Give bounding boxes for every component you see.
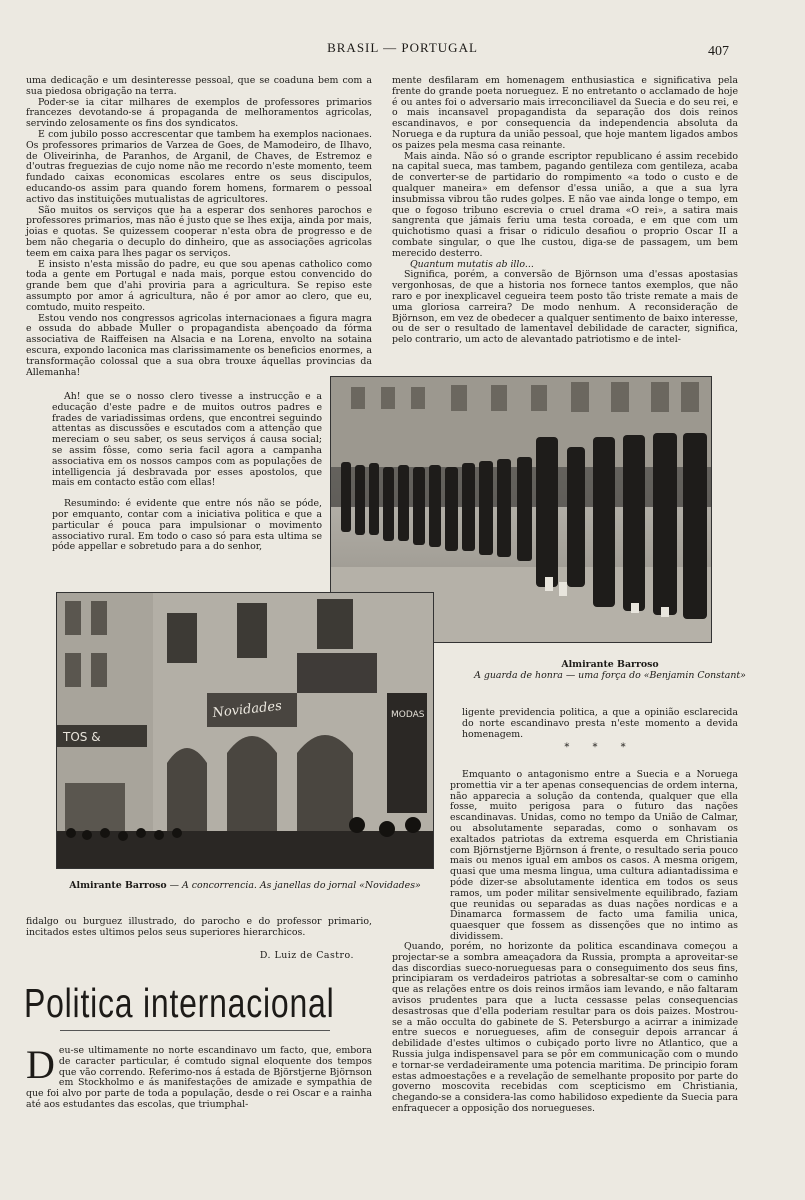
right-column-lower bbox=[450, 770, 738, 943]
right-column-mid bbox=[462, 708, 738, 740]
paragraph: Significa, porém, a conversão de Björnson uma d'essas apostasias vergonhosas, de que a historia nos fornece tantos exemplos, que não raro e por inexplicavel cegueira teem posto tão triste remate a mais de uma gloriosa carreira? De modo nenhum. A reconsideração de Björnson, em vez de obedecer a qualquer sentimento de baixo interesse, ou de ser o resultado de lamentavel debilidade de caracter, significa, pelo contrario, um acto de alevantado patriotismo e de intel- bbox=[392, 269, 738, 346]
paragraph: E insisto n'esta missão do padre, eu que sou apenas catholico como toda a gente em Portugal e nada mais, porque estou convencido do grande bem que d'ahi proviria para a agricultura. Se repiso este assumpto por amor á agricultura, não é por amor ao clero, que eu, comtudo, muito respeito. bbox=[26, 258, 372, 313]
paragraph: mente desfilaram em homenagem enthusiastica e significativa pela frente do grande poeta norueguez. E no entretanto o acclamado de hoje é ou antes foi o adversario mais irreconciliavel da Suecia e do seu rei, e o mais incansavel propagandista da separação dos dois reinos escandinavos, e por consequencia da independencia absoluta da Noruega e da ruptura da união pessoal, que hoje mantem ligados ambos os paizes pela mesma casa reinante. bbox=[392, 75, 738, 151]
paragraph: Estou vendo nos congressos agricolas internacionaes a figura magra e ossuda do abbade Muller o propagandista abençoado da fórma associativa de Raiffeisen na Alsacia e na Lorena, envolto na sotaina escura, expondo laconica mas clarissimamente os beneficios enormes, a transformação colossal que a sua obra trouxe áquellas provincias da Allemanha! bbox=[26, 312, 372, 378]
sign-left-text: TOS & bbox=[63, 730, 101, 744]
paragraph: uma dedicação e um desinteresse pessoal, que se coaduna bem com a sua piedosa obrigação na terra. bbox=[26, 75, 372, 97]
sign-modas-text: MODAS bbox=[391, 710, 425, 720]
section-separator: * * * bbox=[564, 742, 636, 753]
drop-cap: D bbox=[26, 1042, 55, 1087]
paragraph: Emquanto o antagonismo entre a Suecia e a Noruega promettia vir a ter apenas consequencias de ordem interna, não apparecia a solução da contenda, qualquer que ella fosse, muito perigosa para o futuro das nações escandinavas. Unidas, como no tempo da União de Calmar, ou absolutamente separadas, como o sonhavam os exaltados patriotas da extrema esquerda em Christiania com Björnstjerne Björnson á frente, o resultado seria pouco mais ou menos igual em ambos os casos. A mesma origem, quasi que uma mesma lingua, uma cultura adiantadissima e póde dizer-se absolutamente identica em todos os seus ramos, um poder militar sensivelmente equilibrado, faziam que reunidas ou separadas as duas nações nordicas e a Dinamarca formassem de facto uma familia unica, quaesquer que fossem as dissenções que no intimo as dividissem. bbox=[450, 769, 738, 942]
caption-guard-of-honour bbox=[440, 659, 780, 681]
right-column-top bbox=[392, 76, 738, 346]
right-column-bottom bbox=[392, 942, 738, 1115]
left-column-narrow bbox=[52, 392, 322, 553]
caption-text: A concorrencia. As janellas do jornal «Novidades» bbox=[181, 880, 421, 891]
paragraph: Mais ainda. Não só o grande escriptor republicano é assim recebido na capital sueca, mas tambem, pagando gentileza com gentileza, acaba de converter-se de partidario do rompimento «a todo o custo e de qualquer maneira» em defensor d'essa união, a que a sua lyra insubmissa vibrou tão rudes golpes. E não vae ainda longe o tempo, em que o fogoso tribuno escrevia o cruel drama «O rei», a satira mais sangrenta que jámais feriu uma testa coroada, e em que com um quichotismo quasi a frisar o ridiculo desafiou o proprio Oscar II a combate singular, o que lhe custou, diga-se de passagem, um bem merecido desterro. bbox=[392, 150, 738, 259]
caption-title: Almirante Barroso bbox=[69, 880, 167, 891]
paragraph: Poder-se ia citar milhares de exemplos de professores primarios francezes devotando-se á propaganda de melhoramentos agricolas, servindo zelosamente os fins dos syndicatos. bbox=[26, 96, 372, 130]
paragraph: E com jubilo posso accrescentar que tambem ha exemplos nacionaes. Os professores primarios de Varzea de Goes, de Mamodeiro, de Ilhavo, de Oliveirinha, de Paranhos, de Arganil, de Chaves, de Estremoz e d'outras freguezias de cujo nome não me recordo n'este momento, teem fundado caixas economicas escolares entre os seus discipulos, educando-os assim para quando forem homens, formarem o pessoal activo das instituições mutualistas de agricultores. bbox=[26, 128, 372, 205]
intro-text: eu-se ultimamente no norte escandinavo um facto, que, embora de caracter particular, é comtudo signal eloquente dos tempos que vão correndo. Referimo-nos á estada de Björstjerne Björnson em Stockholmo e ás manifestações de amizade e sympathia de que foi alvo por parte de toda a população, desde o rei Oscar e a rainha até aos estudantes das escolas, que triumphal- bbox=[26, 1045, 372, 1110]
caption-novidades: Almirante Barroso — A concorrencia. As janellas do jornal «Novidades» bbox=[69, 880, 421, 891]
paragraph: Quando, porém, no horizonte da politica escandinava começou a projectar-se a sombra ameaçadora da Russia, prompta a aproveitar-se das discordias sueco-norueguesas para o conseguimento dos seus fins, principiaram os verdadeiros patriotas a sobresaltar-se com o caminho que as relações entre os dois reinos irmãos iam levando, e não faltaram avisos prudentes para que a lucta cessasse pelas consequencias desastrosas que d'ella poderiam resultar para os dois paizes. Mostrou-se a mão occulta do gabinete de S. Petersburgo a acirrar a inimizade entre suecos e noruegueses, afim de conseguir depois arrancar á debilidade d'estes ultimos o cubiçado porto livre no Atlantico, que a Russia julga indispensavel para se pôr em communicação com o mundo e tornar-se verdadeiramente uma potencia maritima. De principio foram estas admoestações e a revelação de semelhante proposito por parte do governo moscovita recebidas com scepticismo em Christiania, chegando-se a considera-las como habilidoso expediente da Suecia para enfraquecer a opposição dos noruegueses. bbox=[392, 941, 738, 1114]
section-title: Politica internacional bbox=[24, 980, 335, 1026]
page-number: 407 bbox=[708, 44, 729, 59]
paragraph: fidalgo ou burguez illustrado, do parocho e do professor primario, incitados estes ultimos pelos seus superiores hierarchicos. bbox=[26, 916, 372, 938]
sign-novidades-text: Novidades bbox=[211, 698, 283, 721]
paragraph-latin-quote: Quantum mutatis ab illo... bbox=[410, 258, 534, 270]
running-header: BRASIL — PORTUGAL bbox=[327, 40, 478, 55]
paragraph: Resumindo: é evidente que entre nós não se póde, por emquanto, contar com a iniciativa politica e que a particular é pouca para impulsionar o movimento associativo rural. Em todo o caso só para esta ultima se póde appellar e sobretudo para a do senhor, bbox=[52, 498, 322, 553]
left-column-bottom bbox=[26, 917, 372, 961]
paragraph: ligente previdencia politica, a que a opinião esclarecida do norte escandinavo presta n'este momento a devida homenagem. bbox=[462, 707, 738, 740]
author-signature: D. Luiz de Castro. bbox=[259, 949, 354, 961]
intro-paragraph bbox=[26, 1042, 372, 1111]
title-rule bbox=[60, 1030, 330, 1031]
photo-novidades-windows bbox=[56, 592, 434, 869]
photo-novidades-illustration bbox=[57, 593, 433, 868]
caption-text: A guarda de honra — uma força do «Benjamin Constant» bbox=[474, 670, 746, 681]
caption-title: Almirante Barroso bbox=[561, 659, 659, 670]
left-column-top bbox=[26, 76, 372, 378]
paragraph: Ah! que se o nosso clero tivesse a instrucção e a educação d'este padre e de muitos outros padres e frades de variadissimas ordens, que encontrei seguindo attentas as discussões e escutados com a attenção que mereciam o seu saber, os seus serviços á causa social; se assim fôsse, como seria facil agora a campanha associativa em os nossos campos com as populações de intelligencia já desbravada por esses apostolos, que mais em contacto estão com ellas! bbox=[52, 391, 322, 489]
section-intro bbox=[26, 1042, 372, 1111]
paragraph: São muitos os serviços que ha a esperar dos senhores parochos e professores primarios, mas não é justo que se lhes exija, ainda por mais, joias e quotas. Se quizessem cooperar n'esta obra de progresso e de bem não chegaria o decuplo do dinheiro, que as associações agricolas teem em caixa para lhes pagar os serviços. bbox=[26, 204, 372, 259]
